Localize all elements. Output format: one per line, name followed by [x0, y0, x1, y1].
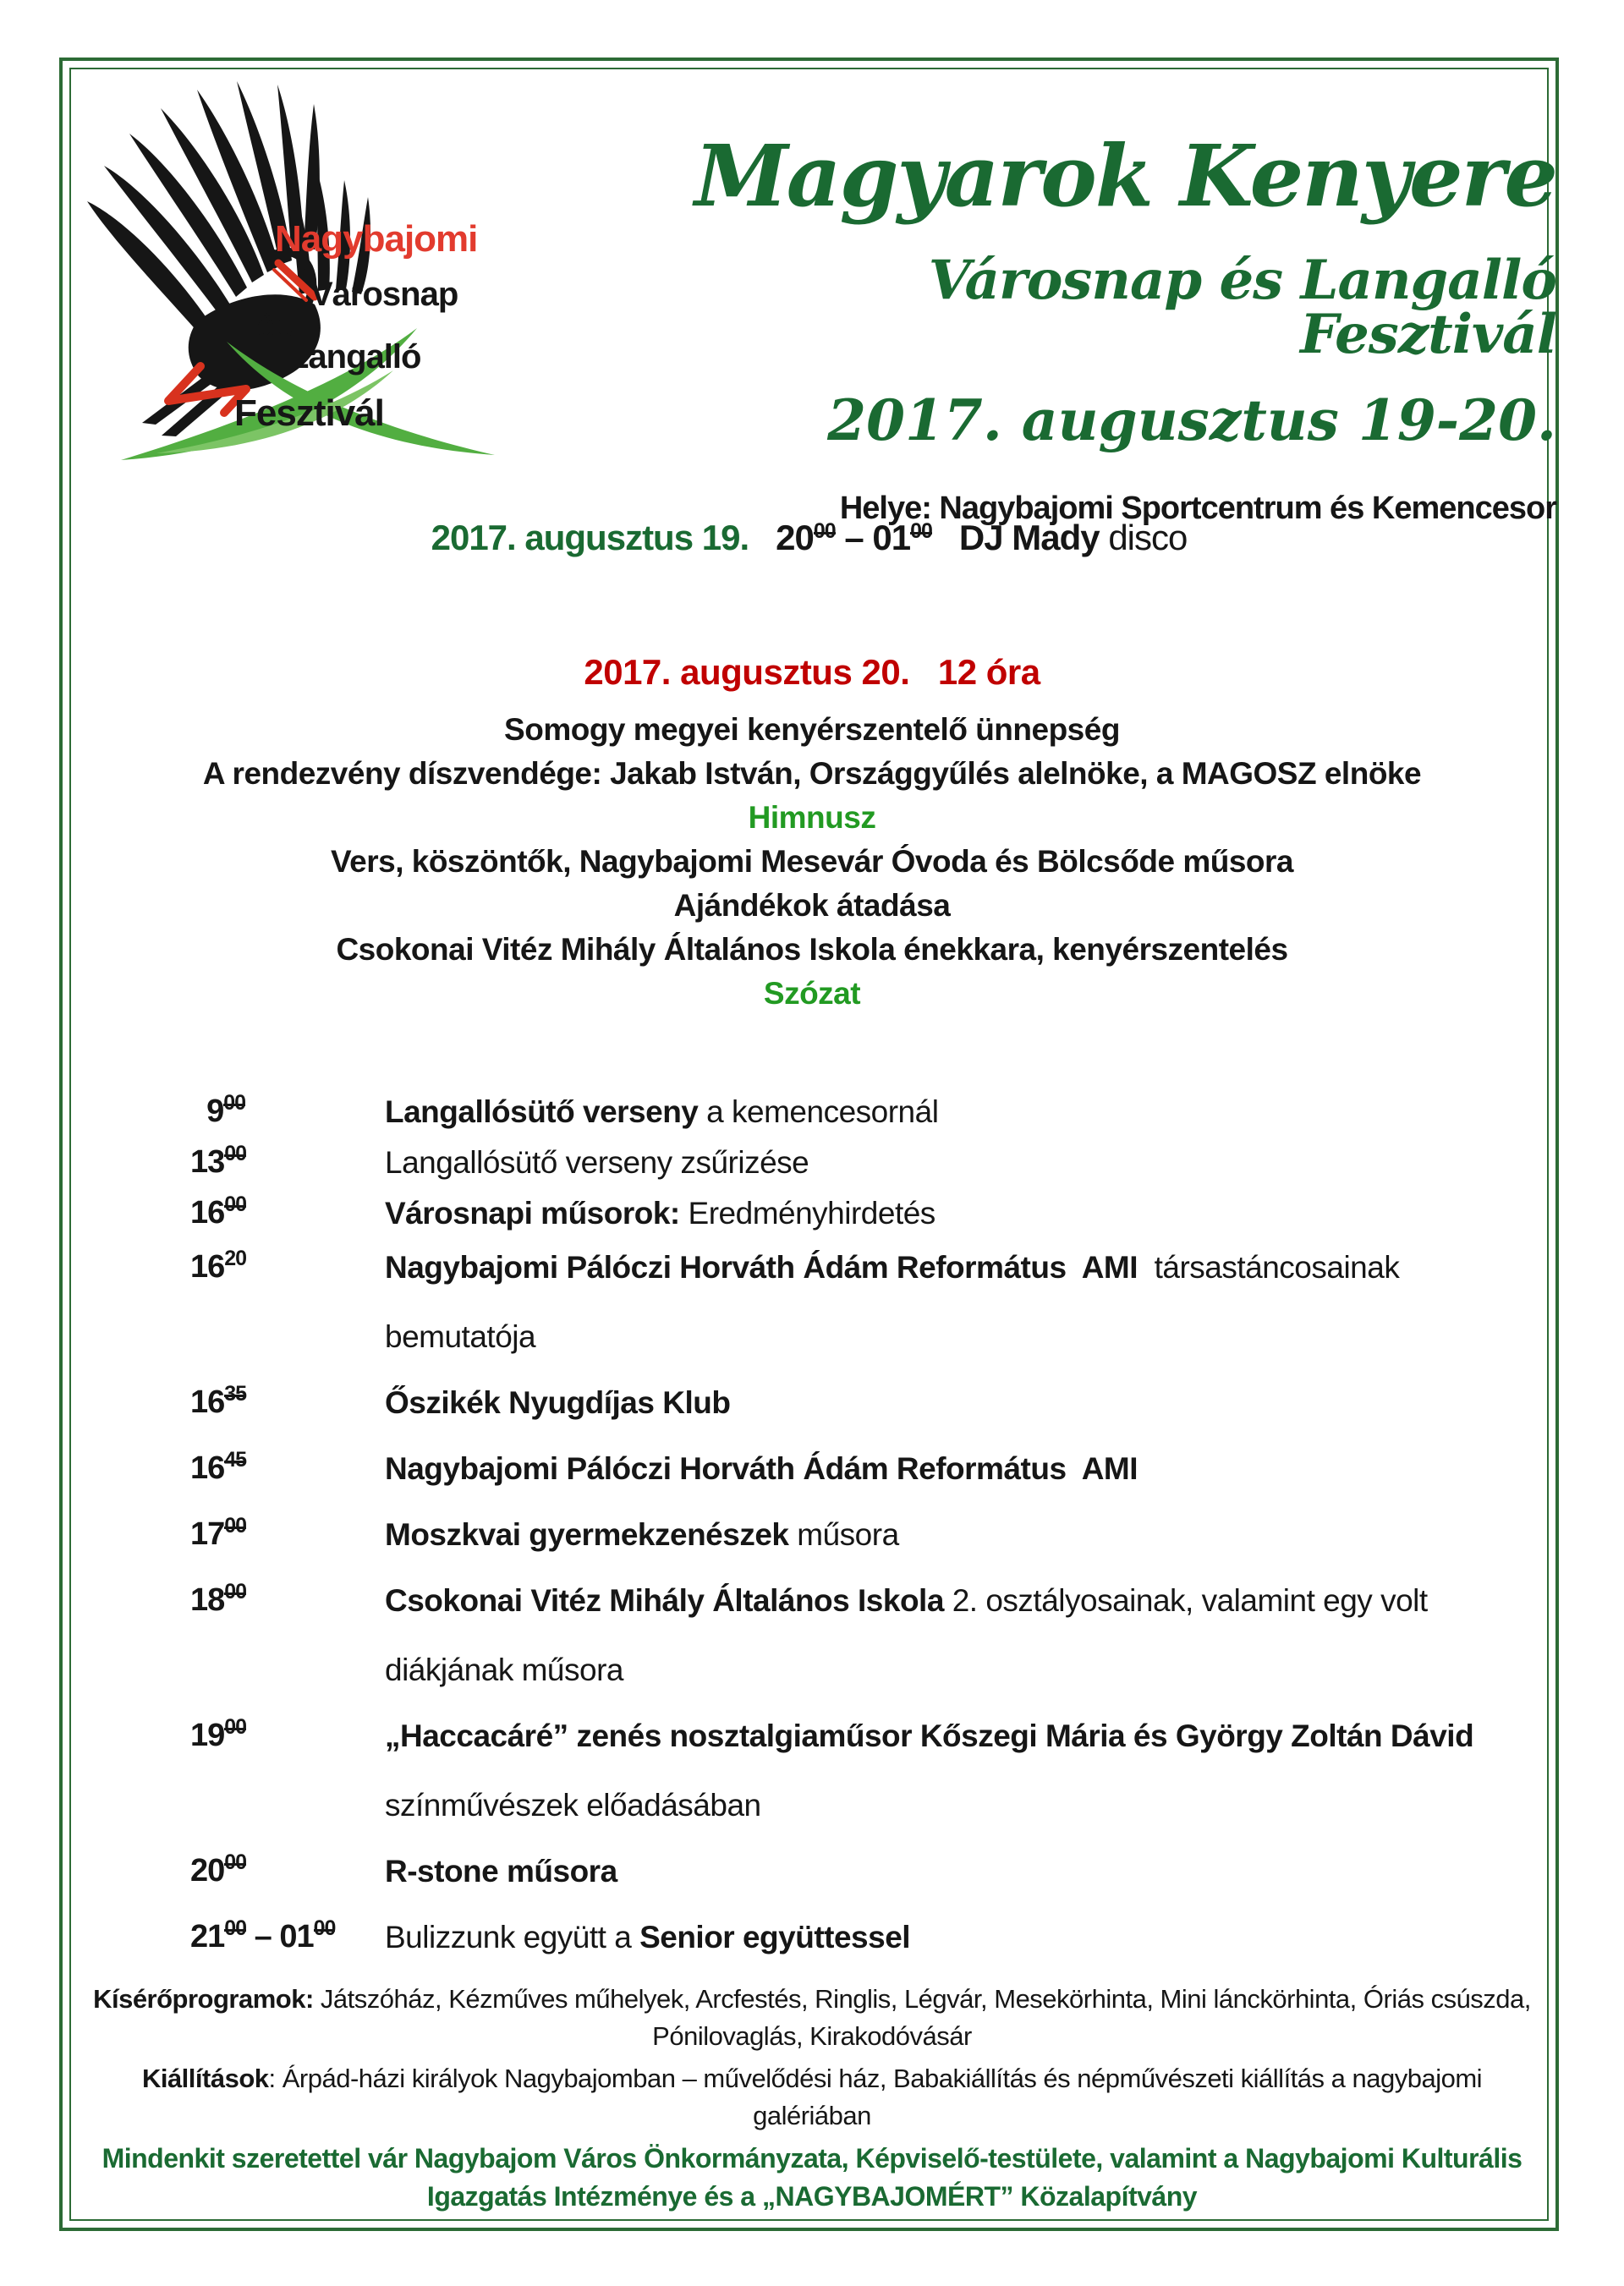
text-segment: 01 [872, 518, 911, 557]
schedule-row [118, 1384, 1565, 1422]
time-cell [190, 1850, 385, 1889]
logo-word-fesztival: Fesztivál [234, 392, 384, 434]
poster-subtitle: Városnap és Langalló Fesztivál [928, 249, 1556, 366]
schedule-row [118, 1249, 1565, 1356]
logo-word-es: és [256, 308, 293, 345]
logo-word-varosnap: Városnap [310, 276, 458, 313]
anthem-label: Himnusz [748, 799, 876, 835]
text-segment: műsora [788, 1517, 899, 1552]
text-segment: 00 [224, 1192, 247, 1216]
text-segment: 16 [190, 1450, 225, 1486]
text-segment: 00 [910, 519, 932, 543]
schedule-row [118, 1516, 1565, 1554]
footer-block [80, 1981, 1544, 2221]
event-cell [385, 1450, 1565, 1488]
text-segment: Eredményhirdetés [679, 1196, 935, 1231]
event-cell [385, 1384, 1565, 1422]
text-segment: Langallósütő verseny [385, 1094, 699, 1129]
event-cell [385, 1718, 1565, 1824]
time-cell [190, 1582, 385, 1619]
event-cell-line2: színművészek előadásában [385, 1788, 761, 1823]
text-segment: 00 [224, 1850, 247, 1874]
event-cell [385, 1853, 1565, 1890]
time-cell [190, 1916, 385, 1955]
text-segment: 00 [813, 519, 836, 543]
text-segment [749, 518, 776, 557]
text-segment: 00 [224, 1715, 247, 1739]
program-line: Ajándékok átadása [673, 887, 951, 923]
footer-paragraph [80, 1981, 1544, 2055]
text-segment: R-stone műsora [385, 1854, 617, 1889]
time-cell [190, 1144, 385, 1181]
festival-logo [72, 74, 562, 472]
day2-heading: 2017. augusztus 20. 12 óra [584, 652, 1040, 692]
text-segment: 16 [190, 1249, 225, 1285]
text-segment: 16 [190, 1195, 225, 1231]
schedule-row [118, 1192, 1565, 1232]
event-cell [385, 1144, 1565, 1181]
text-segment: 9 [190, 1094, 224, 1129]
event-cell [385, 1195, 1565, 1232]
event-cell-line2: diákjának műsora [385, 1653, 623, 1687]
event-cell [385, 1516, 1565, 1554]
text-segment: a kemencesornál [698, 1094, 939, 1129]
schedule-row [118, 1850, 1565, 1890]
text-segment: 00 [224, 1142, 247, 1165]
text-segment: Játszóház, Kézműves műhelyek, Arcfestés, Ringlis, Légvár, Mesekörhinta, Mini lánckörhinta, Óriás csúszda, Pónilovaglás, Kirakodóvásár [313, 1984, 1539, 2051]
text-segment: DJ Mady [931, 518, 1109, 557]
logo-word-nagybajomi: Nagybajomi [275, 218, 478, 260]
text-segment: 00 [224, 1580, 247, 1603]
text-segment: 2. osztályosainak, valamint egy volt [943, 1583, 1428, 1618]
text-segment: 00 [313, 1916, 336, 1940]
time-cell [190, 1091, 385, 1130]
event-cell-line2: bemutatója [385, 1319, 536, 1354]
poster-title: Magyarok Kenyere [694, 126, 1556, 226]
anthem-label: Szózat [763, 975, 861, 1011]
schedule-row [118, 1715, 1565, 1824]
text-segment: – 01 [246, 1919, 314, 1954]
text-segment: 18 [190, 1582, 225, 1618]
text-segment: 19 [190, 1718, 225, 1753]
text-segment: Csokonai Vitéz Mihály Általános Iskola [385, 1583, 944, 1618]
text-segment: 13 [190, 1144, 225, 1180]
text-segment: 45 [224, 1448, 247, 1472]
organizers-line [80, 2140, 1544, 2216]
footer-paragraph [80, 2060, 1544, 2135]
text-segment: Kiállítások [141, 2064, 269, 2093]
program-line: Somogy megyei kenyérszentelő ünnepség [504, 711, 1120, 747]
text-segment: 35 [224, 1382, 247, 1406]
text-segment: 20 [190, 1853, 225, 1889]
text-segment: Senior együttessel [639, 1920, 911, 1954]
day2-program-block [80, 650, 1544, 1016]
event-cell [385, 1094, 1565, 1131]
text-segment: Őszikék Nyugdíjas Klub [385, 1385, 731, 1420]
schedule-row [118, 1091, 1565, 1131]
text-segment: Városnapi műsorok: [385, 1196, 680, 1231]
event-cell [385, 1582, 1565, 1689]
text-segment: 00 [223, 1091, 246, 1115]
event-cell [385, 1249, 1565, 1356]
text-segment: Nagybajomi Pálóczi Horváth Ádám Református AMI [385, 1250, 1138, 1285]
text-segment: 16 [190, 1384, 225, 1420]
text-segment: Nagybajomi Pálóczi Horváth Ádám Református AMI [385, 1451, 1138, 1486]
text-segment: Langallósütő verseny zsűrizése [385, 1145, 809, 1180]
text-segment: 2017. augusztus 19. [431, 518, 749, 557]
event-cell [385, 1919, 1565, 1956]
text-segment: Mindenkit szeretettel vár Nagybajom Város Önkormányzata, Képviselő-testülete, valamint a Nagybajomi Kulturális Igazgatás Intézménye és a „NAGYBAJOMÉRT” Közalapítvány [102, 2143, 1529, 2212]
text-segment: 00 [224, 1514, 247, 1538]
time-cell [190, 1516, 385, 1553]
poster-dates: 2017. augusztus 19-20. [827, 387, 1556, 453]
schedule-row [118, 1144, 1565, 1181]
schedule [118, 1091, 1565, 1985]
text-segment: Bulizzunk együtt a [385, 1920, 640, 1954]
time-cell [190, 1715, 385, 1754]
program-line: A rendezvény díszvendége: Jakab István, Országgyűlés alelnöke, a MAGOSZ elnöke [202, 755, 1422, 791]
venue-line: Helye: Nagybajomi Sportcentrum és Kemencesor [839, 491, 1556, 526]
text-segment: : Árpád-házi királyok Nagybajomban – művelődési ház, Babakiállítás és népművészeti kiállítás a nagybajomi galériában [268, 2064, 1490, 2130]
day1-line [59, 518, 1559, 558]
program-line: Csokonai Vitéz Mihály Általános Iskola énekkara, kenyérszentelés [336, 931, 1288, 967]
text-segment: disco [1108, 518, 1188, 557]
text-segment: Moszkvai gyermekzenészek [385, 1517, 789, 1552]
text-segment: Kísérőprogramok: [93, 1984, 314, 2014]
time-cell: 1620 [190, 1247, 247, 1285]
schedule-row [118, 1916, 1565, 1956]
time-cell [190, 1450, 385, 1487]
time-cell [190, 1192, 385, 1231]
schedule-row [118, 1582, 1565, 1689]
text-segment: 00 [224, 1916, 247, 1940]
logo-word-langallo: Langalló [288, 338, 421, 376]
text-segment: társastáncosainak [1138, 1250, 1400, 1285]
text-segment: 20 [776, 518, 814, 557]
time-cell [190, 1384, 385, 1421]
text-segment: – [835, 518, 873, 557]
schedule-row [118, 1450, 1565, 1488]
program-line: Vers, köszöntők, Nagybajomi Mesevár Óvoda és Bölcsőde műsora [331, 843, 1293, 879]
text-segment: 21 [190, 1919, 225, 1954]
text-segment: 17 [190, 1516, 225, 1552]
text-segment: „Haccacáré” zenés nosztalgiaműsor Kőszegi Mária és György Zoltán Dávid [385, 1719, 1474, 1753]
title-block [668, 100, 1556, 527]
